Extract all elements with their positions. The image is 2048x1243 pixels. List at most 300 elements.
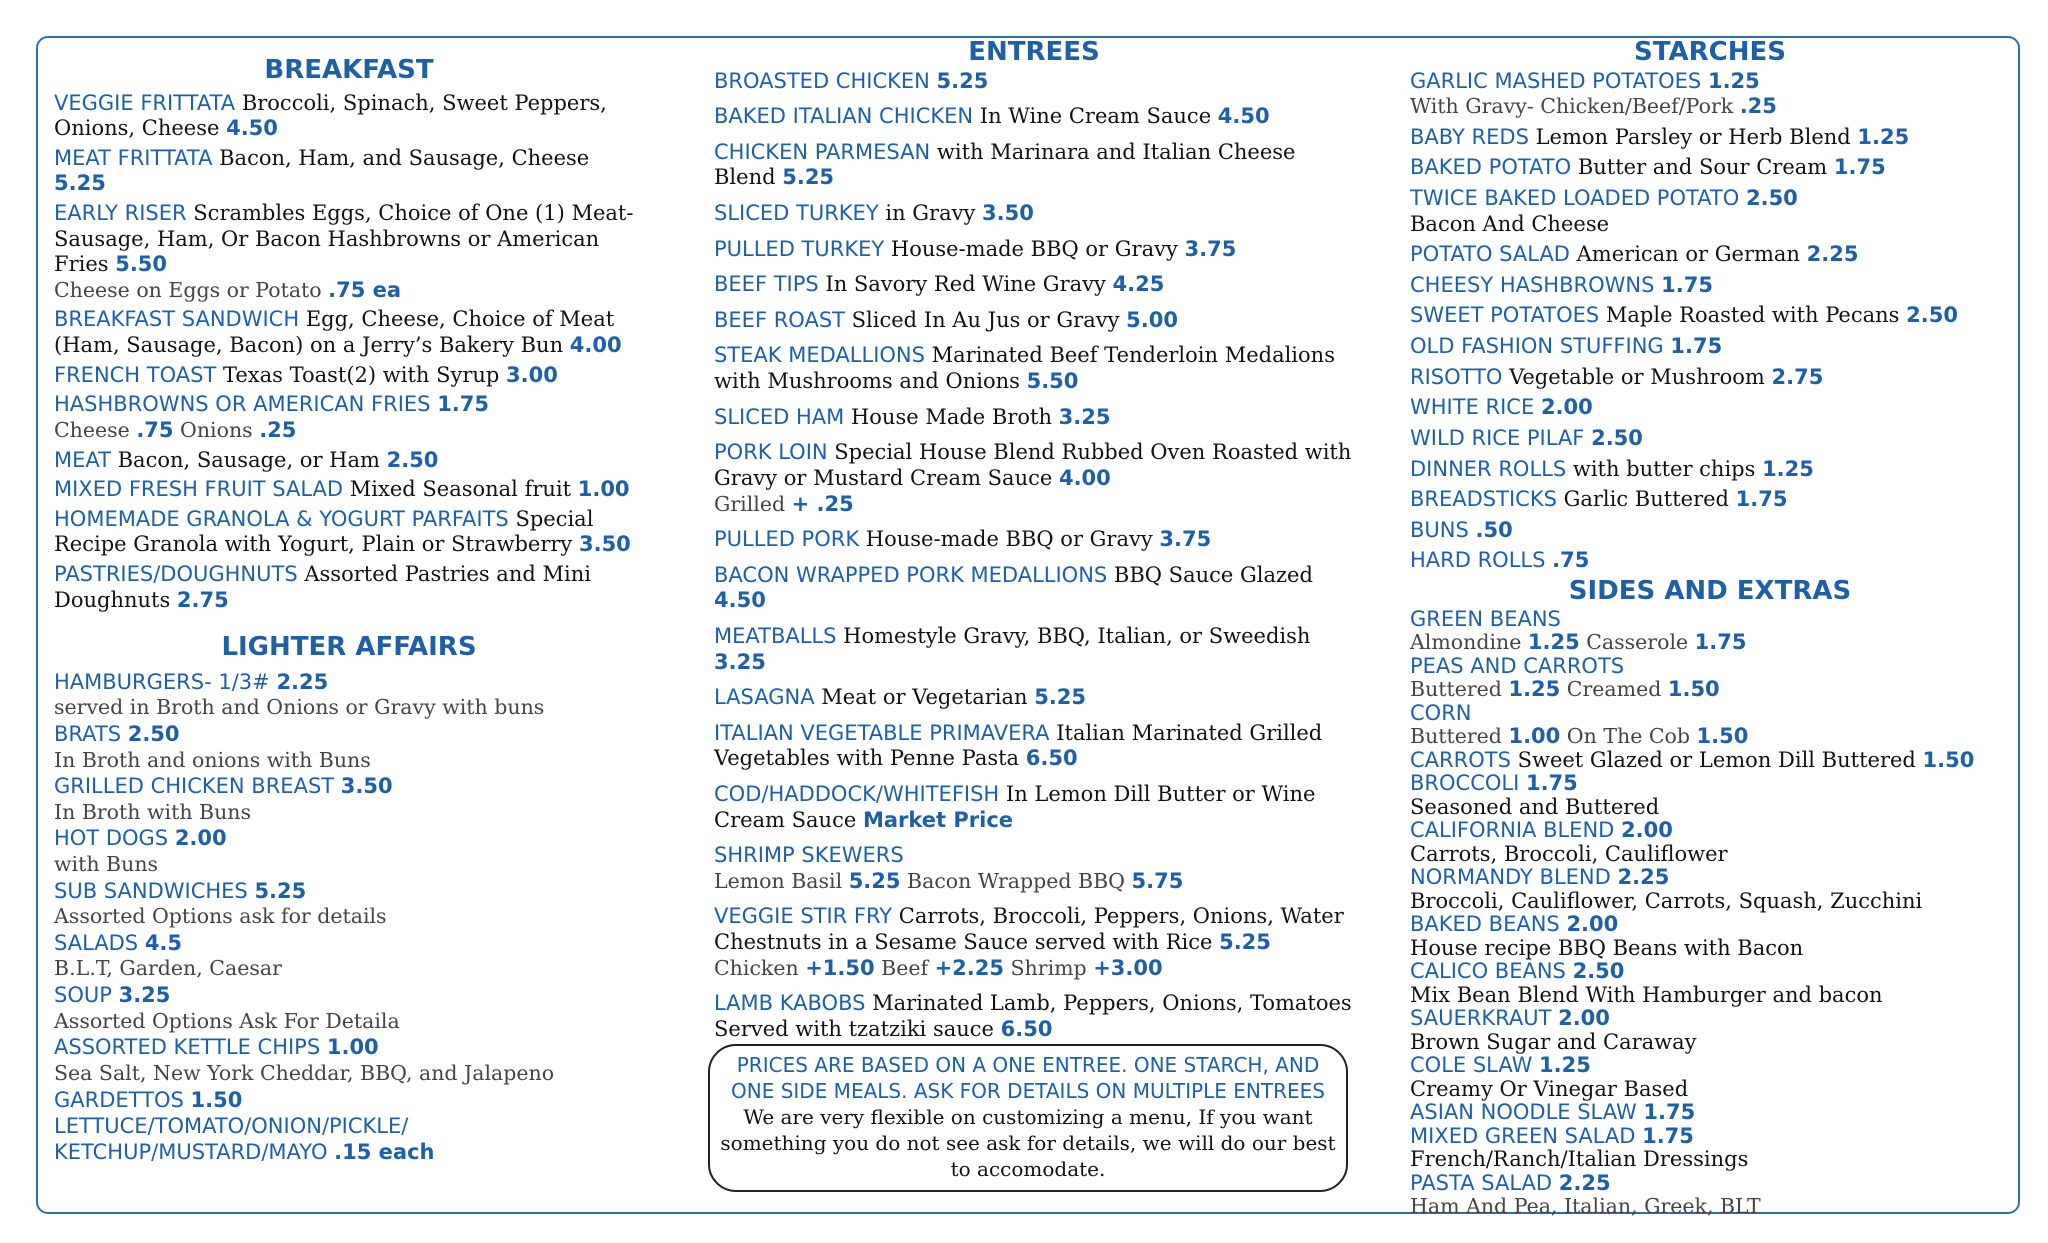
item-name: GRILLED CHICKEN BREAST bbox=[54, 774, 341, 799]
item-option-price: .25 bbox=[259, 417, 297, 442]
item-description: In Wine Cream Sauce bbox=[973, 104, 1218, 129]
menu-item bbox=[1410, 1172, 2010, 1219]
item-price: 2.50 bbox=[1745, 186, 1798, 211]
item-price: 4.50 bbox=[226, 116, 278, 141]
item-description bbox=[1469, 518, 1476, 542]
item-description bbox=[1701, 69, 1708, 93]
item-description bbox=[1614, 818, 1621, 842]
item-name: CORN bbox=[1410, 700, 1472, 725]
item-description: Lemon Parsley or Herb Blend bbox=[1528, 124, 1858, 149]
item-option: B.L.T, Garden, Caesar bbox=[54, 956, 282, 981]
item-price: 1.00 bbox=[577, 477, 630, 502]
item-option: Assorted Options Ask For Detaila bbox=[54, 1008, 400, 1033]
item-price: 1.75 bbox=[1661, 272, 1713, 297]
menu-item bbox=[1410, 866, 2010, 913]
item-name: PASTA SALAD bbox=[1410, 1170, 1553, 1195]
menu-item bbox=[1410, 960, 2010, 1007]
item-price: .50 bbox=[1475, 517, 1513, 542]
item-option-price: +1.50 bbox=[805, 955, 875, 980]
item-name: MEAT FRITTATA bbox=[54, 145, 213, 170]
item-price: 1.75 bbox=[1670, 334, 1723, 359]
item-price: 5.00 bbox=[1126, 307, 1178, 332]
menu-item bbox=[1410, 913, 2010, 960]
item-option: Onions bbox=[173, 417, 260, 442]
item-name: BAKED ITALIAN CHICKEN bbox=[714, 104, 974, 129]
item-detail: Seasoned and Buttered bbox=[1410, 794, 1660, 819]
item-name: SOUP bbox=[54, 983, 119, 1008]
item-option: Creamed bbox=[1560, 677, 1668, 702]
item-price: 5.25 bbox=[1034, 685, 1087, 710]
item-name: COLE SLAW bbox=[1410, 1053, 1533, 1078]
item-name: BREADSTICKS bbox=[1410, 487, 1557, 512]
item-option-price: .75 ea bbox=[328, 277, 402, 302]
item-name: BAKED BEANS bbox=[1410, 912, 1560, 937]
item-name: PEAS AND CARROTS bbox=[1410, 653, 1625, 678]
item-description: House-made BBQ or Gravy bbox=[859, 527, 1160, 552]
item-name: LETTUCE/TOMATO/ONION/PICKLE/ KETCHUP/MUSTARD/MAYO bbox=[54, 1114, 409, 1164]
item-name: STEAK MEDALLIONS bbox=[714, 343, 925, 368]
menu-item bbox=[714, 685, 1354, 711]
item-option: Beef bbox=[874, 955, 935, 980]
item-name: SAUERKRAUT bbox=[1410, 1006, 1552, 1031]
item-option: Cheese on Eggs or Potato bbox=[54, 277, 329, 302]
item-option: Ham And Pea, Italian, Greek, BLT bbox=[1410, 1194, 1761, 1219]
menu-item bbox=[1410, 548, 2010, 574]
item-price: 2.25 bbox=[1806, 242, 1859, 267]
menu-item bbox=[1410, 186, 2010, 237]
item-description: Broccoli, Spinach, Sweet Peppers, Onions, Cheese bbox=[54, 90, 607, 141]
menu-item bbox=[54, 1035, 644, 1086]
item-description: with butter chips bbox=[1566, 456, 1763, 481]
item-name: MEAT bbox=[54, 447, 111, 472]
item-price: 2.50 bbox=[1572, 959, 1625, 984]
entrees-title: ENTREES bbox=[968, 37, 1100, 67]
menu-item bbox=[54, 201, 644, 303]
item-option: Buttered bbox=[1410, 724, 1509, 749]
menu-item bbox=[54, 670, 644, 721]
item-option-price: 1.50 bbox=[1667, 677, 1720, 702]
item-name: HARD ROLLS bbox=[1410, 548, 1546, 573]
item-name: OLD FASHION STUFFING bbox=[1410, 334, 1664, 359]
item-description: Special Recipe Granola with Yogurt, Plain or Strawberry bbox=[54, 506, 594, 557]
item-description: In Savory Red Wine Gravy bbox=[818, 272, 1113, 297]
item-option: served in Broth and Onions or Gravy with buns bbox=[54, 695, 545, 720]
item-name: CHEESY HASHBROWNS bbox=[1410, 272, 1655, 297]
item-name: EARLY RISER bbox=[54, 201, 187, 226]
item-description: with Marinara and Italian Cheese Blend bbox=[714, 139, 1296, 190]
menu-item bbox=[714, 237, 1354, 263]
item-description: Butter and Sour Cream bbox=[1571, 155, 1834, 180]
item-description: House-made BBQ or Gravy bbox=[884, 236, 1185, 261]
item-option: Sea Salt, New York Cheddar, BBQ, and Jalapeno bbox=[54, 1060, 555, 1085]
item-name: PASTRIES/DOUGHNUTS bbox=[54, 561, 298, 586]
item-option-price: +3.00 bbox=[1093, 955, 1163, 980]
item-name: BREAKFAST SANDWICH bbox=[54, 307, 300, 332]
sides-title: SIDES AND EXTRAS bbox=[1568, 575, 1852, 606]
item-name: COD/HADDOCK/WHITEFISH bbox=[714, 782, 1000, 806]
menu-item bbox=[1410, 1101, 2010, 1125]
item-detail: House recipe BBQ Beans with Bacon bbox=[1410, 935, 1804, 960]
menu-item bbox=[54, 91, 644, 142]
item-name: SLICED TURKEY bbox=[714, 201, 879, 226]
item-option-price: 1.25 bbox=[1527, 630, 1580, 655]
item-name: PULLED TURKEY bbox=[714, 236, 885, 261]
item-name: MEATBALLS bbox=[714, 623, 837, 648]
item-name: POTATO SALAD bbox=[1410, 242, 1570, 267]
menu-item bbox=[54, 307, 644, 358]
menu-item bbox=[1410, 655, 2010, 702]
item-description: BBQ Sauce Glazed bbox=[1107, 562, 1313, 587]
item-option-price: 5.25 bbox=[848, 868, 901, 893]
menu-item bbox=[54, 392, 644, 443]
item-name: LAMB KABOBS bbox=[714, 991, 866, 1016]
item-name: CALIFORNIA BLEND bbox=[1410, 818, 1615, 843]
item-name: SWEET POTATOES bbox=[1410, 303, 1600, 328]
menu-item bbox=[714, 308, 1354, 334]
menu-item bbox=[54, 774, 644, 825]
item-name: BROCCOLI bbox=[1410, 771, 1520, 796]
item-option: In Broth with Buns bbox=[54, 799, 252, 824]
column-middle bbox=[714, 38, 1354, 1052]
item-option: with Buns bbox=[54, 852, 159, 877]
menu-item bbox=[1410, 702, 2010, 749]
item-name: BACON WRAPPED PORK MEDALLIONS bbox=[714, 562, 1108, 587]
item-price: 1.50 bbox=[190, 1087, 243, 1112]
menu-item bbox=[714, 843, 1354, 894]
menu-item bbox=[1410, 608, 2010, 655]
menu-item bbox=[1410, 1125, 2010, 1172]
menu-item bbox=[1410, 772, 2010, 819]
item-price: 3.50 bbox=[578, 532, 631, 557]
item-detail: Carrots, Broccoli, Cauliflower bbox=[1410, 841, 1728, 866]
menu-item bbox=[714, 782, 1354, 833]
item-description bbox=[1552, 1171, 1559, 1195]
item-price: 4.00 bbox=[569, 333, 622, 358]
item-price: 4.5 bbox=[144, 930, 183, 955]
menu-item bbox=[714, 904, 1354, 981]
item-price: 2.00 bbox=[1566, 912, 1619, 937]
item-name: GARLIC MASHED POTATOES bbox=[1410, 68, 1702, 93]
item-option: In Broth and onions with Buns bbox=[54, 747, 371, 772]
pricing-notice-body: We are very flexible on customizing a menu, If you want something you do not see ask for details, we will do our best to accomodate. bbox=[720, 1105, 1336, 1181]
menu-item bbox=[54, 363, 644, 389]
menu-item bbox=[714, 440, 1354, 517]
item-name: TWICE BAKED LOADED POTATO bbox=[1410, 186, 1740, 211]
item-name: WHITE RICE bbox=[1410, 395, 1535, 420]
item-price: 1.75 bbox=[1735, 487, 1788, 512]
item-name: HAMBURGERS- 1/3# bbox=[54, 669, 277, 694]
item-price: 2.25 bbox=[1617, 865, 1670, 890]
item-name: HASHBROWNS OR AMERICAN FRIES bbox=[54, 392, 431, 417]
menu-item bbox=[54, 879, 644, 930]
item-price: 5.25 bbox=[936, 68, 989, 93]
item-price: 5.25 bbox=[254, 878, 307, 903]
item-description: Homestyle Gravy, BBQ, Italian, or Sweedish bbox=[836, 623, 1311, 648]
item-name: WILD RICE PILAF bbox=[1410, 425, 1585, 450]
menu-item bbox=[714, 201, 1354, 227]
column-right bbox=[1410, 38, 2010, 1219]
lighter-affairs-title: LIGHTER AFFAIRS bbox=[221, 632, 477, 663]
item-description: Scrambles Eggs, Choice of One (1) Meat- Sausage, Ham, Or Bacon Hashbrowns or American Fries bbox=[54, 201, 634, 277]
item-description bbox=[1534, 395, 1541, 419]
menu-item bbox=[714, 104, 1354, 130]
item-description: Vegetable or Mushroom bbox=[1502, 364, 1772, 389]
item-price: 1.25 bbox=[1762, 456, 1814, 481]
item-description bbox=[1566, 959, 1573, 983]
menu-item bbox=[54, 562, 644, 613]
menu-item bbox=[54, 146, 644, 197]
menu-item bbox=[1410, 819, 2010, 866]
menu-item bbox=[714, 721, 1354, 772]
item-description: American or German bbox=[1569, 242, 1807, 267]
item-option-price: 1.00 bbox=[1508, 724, 1561, 749]
menu-item bbox=[54, 826, 644, 877]
menu-item bbox=[1410, 518, 2010, 544]
item-option-price: .25 bbox=[1739, 94, 1777, 119]
item-description: Garlic Buttered bbox=[1556, 487, 1736, 512]
item-option: Lemon Basil bbox=[714, 868, 849, 893]
item-price: 6.50 bbox=[1025, 746, 1078, 771]
item-description: Sliced In Au Jus or Gravy bbox=[844, 307, 1127, 332]
item-name: CARROTS bbox=[1410, 747, 1511, 772]
item-name: GARDETTOS bbox=[54, 1087, 191, 1112]
item-detail: Creamy Or Vinegar Based bbox=[1410, 1076, 1689, 1101]
menu-item bbox=[1410, 426, 2010, 452]
item-detail: Bacon And Cheese bbox=[1410, 211, 1610, 236]
item-price: Market Price bbox=[862, 807, 1014, 832]
menu-item bbox=[714, 563, 1354, 614]
item-name: CHICKEN PARMESAN bbox=[714, 139, 931, 164]
item-name: BABY REDS bbox=[1410, 124, 1529, 149]
item-name: LASAGNA bbox=[714, 685, 815, 710]
menu-item bbox=[54, 448, 644, 474]
menu-item bbox=[714, 343, 1354, 394]
item-name: ITALIAN VEGETABLE PRIMAVERA bbox=[714, 720, 1050, 745]
item-option: Grilled bbox=[714, 491, 792, 516]
item-price: 3.75 bbox=[1184, 236, 1237, 261]
item-price: 2.25 bbox=[1558, 1170, 1611, 1195]
item-price: 1.25 bbox=[1539, 1053, 1591, 1078]
item-price: 2.00 bbox=[1558, 1006, 1610, 1031]
item-option-price: 1.25 bbox=[1508, 677, 1561, 702]
item-description bbox=[1611, 865, 1618, 889]
item-price: 4.50 bbox=[714, 588, 766, 613]
item-price: 2.25 bbox=[276, 669, 329, 694]
item-price: 3.25 bbox=[1058, 404, 1111, 429]
menu-item bbox=[714, 69, 1354, 95]
item-description: Carrots, Broccoli, Peppers, Onions, Water Chestnuts in a Sesame Sauce served with Rice bbox=[714, 904, 1344, 955]
item-price: 1.25 bbox=[1857, 124, 1910, 149]
starches-title: STARCHES bbox=[1634, 37, 1786, 67]
item-option-price: +2.25 bbox=[934, 955, 1004, 980]
item-price: 5.25 bbox=[54, 171, 106, 196]
item-name: BROASTED CHICKEN bbox=[714, 68, 930, 93]
item-detail: Mix Bean Blend With Hamburger and bacon bbox=[1410, 982, 1883, 1007]
item-option: On The Cob bbox=[1560, 724, 1697, 749]
item-price: 3.00 bbox=[506, 362, 558, 387]
item-name: VEGGIE STIR FRY bbox=[714, 904, 893, 929]
item-description bbox=[1739, 186, 1746, 210]
item-price: .15 each bbox=[334, 1139, 435, 1164]
menu-item bbox=[54, 1114, 644, 1165]
item-description: Meat or Vegetarian bbox=[814, 685, 1035, 710]
menu-item bbox=[1410, 749, 2010, 773]
breakfast-title: BREAKFAST bbox=[264, 55, 434, 85]
item-name: CALICO BEANS bbox=[1410, 959, 1566, 984]
item-option-price: 5.75 bbox=[1131, 868, 1184, 893]
item-name: ASIAN NOODLE SLAW bbox=[1410, 1100, 1637, 1125]
menu-item bbox=[714, 272, 1354, 298]
item-name: MIXED FRESH FRUIT SALAD bbox=[54, 477, 344, 502]
item-price: 4.50 bbox=[1217, 104, 1270, 129]
item-option: Assorted Options ask for details bbox=[54, 904, 387, 929]
item-price: 1.75 bbox=[1525, 771, 1578, 796]
menu-item bbox=[1410, 334, 2010, 360]
item-price: 1.75 bbox=[1833, 155, 1886, 180]
item-description: Sweet Glazed or Lemon Dill Buttered bbox=[1510, 747, 1923, 772]
item-option: Almondine bbox=[1410, 630, 1528, 655]
item-price: 2.50 bbox=[386, 447, 439, 472]
item-price: 3.50 bbox=[982, 201, 1034, 226]
item-description: Maple Roasted with Pecans bbox=[1599, 303, 1907, 328]
item-description: House Made Broth bbox=[844, 404, 1059, 429]
item-price: 3.50 bbox=[340, 774, 393, 799]
item-price: 1.75 bbox=[437, 392, 490, 417]
item-name: HOMEMADE GRANOLA & YOGURT PARFAITS bbox=[54, 506, 509, 531]
item-option: Bacon Wrapped BBQ bbox=[900, 868, 1132, 893]
item-description: Egg, Cheese, Choice of Meat (Ham, Sausage, Bacon) on a Jerry’s Bakery Bun bbox=[54, 307, 615, 358]
menu-item bbox=[1410, 395, 2010, 421]
item-name: BEEF TIPS bbox=[714, 272, 819, 297]
item-price: 2.00 bbox=[1540, 395, 1593, 420]
item-price: 1.25 bbox=[1707, 68, 1760, 93]
item-name: DINNER ROLLS bbox=[1410, 456, 1567, 481]
item-option: Buttered bbox=[1410, 677, 1509, 702]
item-description bbox=[1519, 771, 1526, 795]
item-description: Bacon, Ham, and Sausage, Cheese bbox=[212, 145, 590, 170]
menu-item bbox=[1410, 242, 2010, 268]
item-option-price: 1.50 bbox=[1696, 724, 1749, 749]
item-price: 4.00 bbox=[1058, 465, 1111, 490]
item-description: Marinated Beef Tenderloin Medalions with Mushrooms and Onions bbox=[714, 343, 1335, 394]
menu-item bbox=[714, 624, 1354, 675]
item-description: Mixed Seasonal fruit bbox=[343, 477, 578, 502]
item-name: BAKED POTATO bbox=[1410, 155, 1572, 180]
sides-list bbox=[1410, 608, 2010, 1219]
item-name: HOT DOGS bbox=[54, 826, 175, 851]
menu-item bbox=[1410, 125, 2010, 151]
item-option: Chicken bbox=[714, 955, 806, 980]
menu-item bbox=[1410, 69, 2010, 120]
item-price: 2.50 bbox=[1906, 303, 1958, 328]
item-price: 1.75 bbox=[1643, 1100, 1696, 1125]
item-name: ASSORTED KETTLE CHIPS bbox=[54, 1035, 327, 1060]
item-option: Casserole bbox=[1579, 630, 1695, 655]
item-name: SUB SANDWICHES bbox=[54, 878, 255, 903]
item-price: 2.00 bbox=[174, 826, 227, 851]
item-name: MIXED GREEN SALAD bbox=[1410, 1123, 1636, 1148]
item-price: 2.50 bbox=[127, 721, 180, 746]
pricing-notice-heading: PRICES ARE BASED ON A ONE ENTREE. ONE STARCH, AND ONE SIDE MEALS. ASK FOR DETAILS ON MULTIPLE ENTREES bbox=[731, 1053, 1325, 1103]
menu-item bbox=[714, 991, 1354, 1042]
item-description bbox=[930, 69, 937, 93]
menu-item bbox=[1410, 1054, 2010, 1101]
item-name: SLICED HAM bbox=[714, 404, 845, 429]
item-option-price: .75 bbox=[136, 417, 174, 442]
item-option-price: + .25 bbox=[791, 491, 854, 516]
item-price: 5.50 bbox=[115, 252, 168, 277]
item-price: 5.25 bbox=[1219, 930, 1271, 955]
menu-item bbox=[1410, 155, 2010, 181]
item-description: in Gravy bbox=[878, 201, 983, 226]
item-price: 2.50 bbox=[1591, 425, 1643, 450]
menu-item bbox=[54, 477, 644, 503]
item-description: Special House Blend Rubbed Oven Roasted with Gravy or Mustard Cream Sauce bbox=[714, 440, 1352, 490]
menu-item bbox=[714, 527, 1354, 553]
menu-item bbox=[1410, 457, 2010, 483]
item-detail: French/Ranch/Italian Dressings bbox=[1410, 1147, 1749, 1172]
menu-item bbox=[1410, 1007, 2010, 1054]
starches-list bbox=[1410, 69, 2010, 574]
item-name: FRENCH TOAST bbox=[54, 362, 217, 387]
item-price: 3.25 bbox=[714, 649, 766, 674]
item-name: BEEF ROAST bbox=[714, 307, 845, 332]
item-option-price: 1.75 bbox=[1694, 630, 1747, 655]
item-name: RISOTTO bbox=[1410, 364, 1503, 389]
menu-item bbox=[54, 722, 644, 773]
item-name: PULLED PORK bbox=[714, 527, 860, 552]
item-price: 5.25 bbox=[782, 165, 835, 190]
lighter-affairs-list bbox=[54, 670, 644, 1166]
entrees-list bbox=[714, 69, 1354, 1043]
menu-item bbox=[54, 983, 644, 1034]
menu-item bbox=[714, 405, 1354, 431]
item-name: NORMANDY BLEND bbox=[1410, 865, 1611, 890]
menu-item bbox=[1410, 273, 2010, 299]
item-description: Assorted Pastries and Mini Doughnuts bbox=[54, 561, 591, 612]
menu-item bbox=[714, 140, 1354, 191]
item-price: 1.50 bbox=[1922, 747, 1975, 772]
pricing-notice bbox=[708, 1044, 1348, 1192]
item-name: PORK LOIN bbox=[714, 440, 828, 465]
item-price: 2.75 bbox=[176, 587, 229, 612]
item-description: In Lemon Dill Butter or Wine Cream Sauce bbox=[714, 782, 1316, 832]
item-price: 1.00 bbox=[326, 1035, 379, 1060]
item-price: 6.50 bbox=[1000, 1016, 1053, 1041]
item-name: SHRIMP SKEWERS bbox=[714, 843, 904, 868]
item-description: Marinated Lamb, Peppers, Onions, Tomatoes Served with tzatziki sauce bbox=[714, 991, 1352, 1041]
menu-item bbox=[54, 507, 644, 558]
item-detail: Broccoli, Cauliflower, Carrots, Squash, Zucchini bbox=[1410, 888, 1923, 913]
item-price: 2.00 bbox=[1621, 818, 1673, 843]
breakfast-list bbox=[54, 91, 644, 614]
item-price: 5.50 bbox=[1026, 369, 1079, 394]
item-name: GREEN BEANS bbox=[1410, 606, 1561, 631]
menu-item bbox=[1410, 365, 2010, 391]
item-price: 1.75 bbox=[1642, 1123, 1694, 1148]
menu-item bbox=[54, 931, 644, 982]
item-price: 3.75 bbox=[1159, 527, 1212, 552]
item-description: Italian Marinated Grilled Vegetables with Penne Pasta bbox=[714, 720, 1323, 771]
item-name: SALADS bbox=[54, 930, 145, 955]
item-price: 3.25 bbox=[118, 983, 171, 1008]
item-price: .75 bbox=[1552, 548, 1590, 573]
item-option: With Gravy- Chicken/Beef/Pork bbox=[1410, 94, 1740, 119]
column-left bbox=[54, 56, 644, 1166]
item-name: VEGGIE FRITTATA bbox=[54, 90, 236, 115]
item-detail: Brown Sugar and Caraway bbox=[1410, 1029, 1697, 1054]
item-option: Shrimp bbox=[1004, 955, 1094, 980]
